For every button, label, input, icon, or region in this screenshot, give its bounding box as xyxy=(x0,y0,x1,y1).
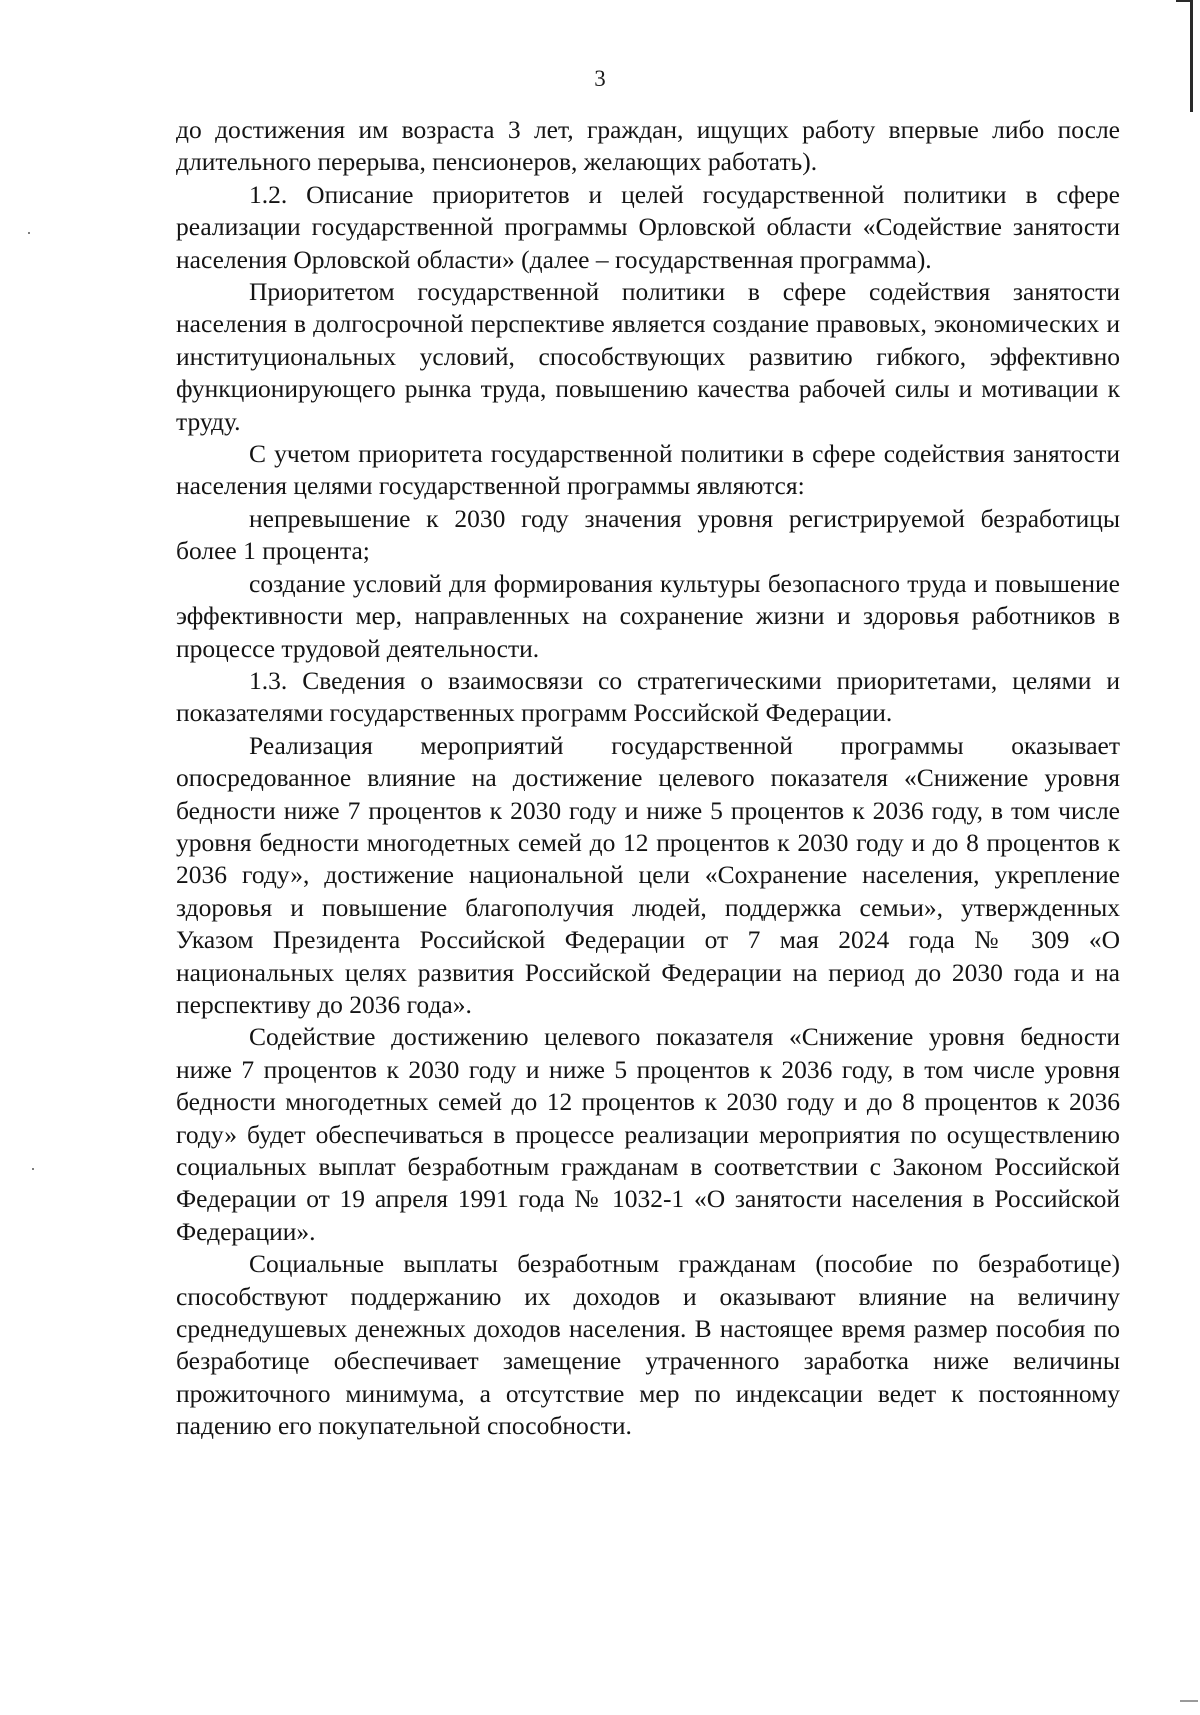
paragraph-continuation: до достижения им возраста 3 лет, граждан, ищущих работу впервые либо после длительного перерыва, пенсионеров, желающих работать). xyxy=(176,115,1120,177)
document-body xyxy=(176,114,1120,1443)
paragraph-poverty-target-influence: Реализация мероприятий государственной программы оказывает опосредованное влияние на достижение целевого показателя «Снижение уровня бедности ниже 7 процентов к 2030 году и ниже 5 процентов к 2036 году, в том числе уровня бедности многодетных семей до 12 процентов к 2030 году и до 8 процентов к 2036 году», достижение национальной цели «Сохранение населения, укрепление здоровья и повышение благополучия людей, поддержка семьи», утвержденных Указом Президента Российской Федерации от 7 мая 2024 года № 309 «О национальных целях развития Российской Федерации на период до 2030 года и на перспективу до 2036 года». xyxy=(176,730,1120,1019)
scan-edge-mark-bottom xyxy=(1180,1700,1198,1702)
paragraph-section-1-3-heading: 1.3. Сведения о взаимосвязи со стратегическими приоритетами, целями и показателями государственных программ Российской Федерации. xyxy=(176,665,1120,728)
paragraph-goal-unemployment: непревышение к 2030 году значения уровня регистрируемой безработицы более 1 процента; xyxy=(176,503,1120,566)
scan-edge-line xyxy=(1190,0,1193,112)
paragraph-unemployment-benefits: Социальные выплаты безработным гражданам (пособие по безработице) способствуют поддержанию их доходов и оказывают влияние на величину среднедушевых денежных доходов населения. В настоящее время размер пособия по безработице обеспечивает замещение утраченного заработка ниже величины прожиточного минимума, а отсутствие мер по индексации ведет к постоянному падению его покупательной способности. xyxy=(176,1249,1120,1441)
paragraph-section-1-2-heading: 1.2. Описание приоритетов и целей государственной политики в сфере реализации государственной программы Орловской области «Содействие занятости населения Орловской области» (далее – государственная программа). xyxy=(176,179,1120,274)
page-number: 3 xyxy=(594,66,606,91)
paragraph-poverty-target-support: Содействие достижению целевого показателя «Снижение уровня бедности ниже 7 процентов к 2030 году и ниже 5 процентов к 2036 году, в том числе уровня бедности многодетных семей до 12 процентов к 2030 году и до 8 процентов к 2036 году» будет обеспечиваться в процессе реализации мероприятия по осуществлению социальных выплат безработным гражданам в соответствии с Законом Российской Федерации от 19 апреля 1991 года № 1032-1 «О занятости населения в Российской Федерации». xyxy=(176,1022,1120,1246)
paragraph-policy-priority: Приоритетом государственной политики в сфере содействия занятости населения в долгосрочной перспективе является создание правовых, экономических и институциональных условий, способствующих развитию гибкого, эффективно функционирующего рынка труда, повышению качества рабочей силы и мотивации к труду. xyxy=(176,277,1120,436)
scan-speck xyxy=(28,232,30,234)
paragraph-goal-safe-labor: создание условий для формирования культуры безопасного труда и повышение эффективности мер, направленных на сохранение жизни и здоровья работников в процессе трудовой деятельности. xyxy=(176,568,1120,663)
scan-speck xyxy=(32,1168,34,1170)
paragraph-program-goals-intro: С учетом приоритета государственной политики в сфере содействия занятости населения целями государственной программы являются: xyxy=(176,439,1120,501)
